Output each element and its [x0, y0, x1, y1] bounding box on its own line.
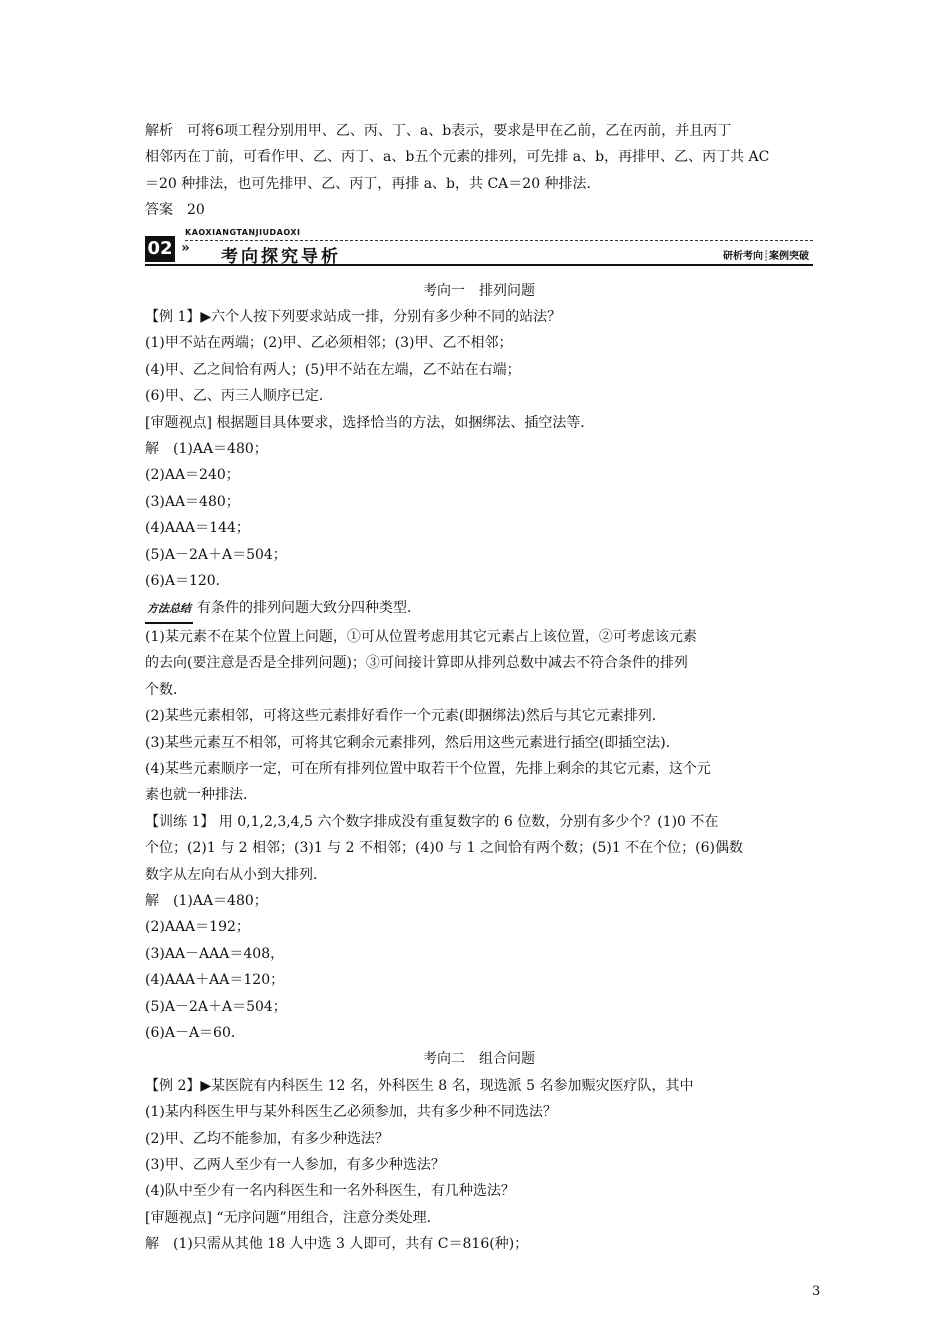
training-solution-line: (3)AA－AAA＝408， [145, 945, 285, 962]
training-solution-line: (2)AAA＝192； [145, 919, 250, 936]
summary-lead: 有条件的排列问题大致分四种类型． [197, 599, 421, 616]
method-summary-tag: 方法总结 [145, 596, 193, 624]
intro-line: 解析 可将6项工程分别用甲、乙、丙、丁、a、b表示，要求是甲在乙前，乙在丙前，并且丙丁 [145, 123, 732, 139]
summary-line: (3)某些元素互不相邻，可将其它剩余元素排列，然后用这些元素进行插空(即插空法)． [145, 734, 680, 751]
summary-lead-line [145, 595, 813, 624]
example-line: (3)甲、乙两人至少有一人参加，有多少种选法？ [145, 1157, 445, 1174]
training-solution-line: (4)AAA＋AA＝120； [145, 972, 285, 989]
example-line: (6)甲、乙、丙三人顺序已定． [145, 388, 333, 405]
section-permutation [145, 278, 813, 1047]
example-line: (4)甲、乙之间恰有两人；(5)甲不站在左端，乙不站在右端； [145, 361, 521, 378]
banner-number: 02 [145, 236, 175, 262]
viewpoint-line: [审题视点] “无序问题”用组合，注意分类处理． [145, 1209, 441, 1226]
example-line: (1)甲不站在两端；(2)甲、乙必须相邻；(3)甲、乙不相邻； [145, 335, 513, 352]
summary-line: (1)某元素不在某个位置上问题，①可从位置考虑用其它元素占上该位置，②可考虑该元素 [145, 628, 697, 645]
summary-line: 个数． [145, 681, 187, 698]
section-heading: 考向一 排列问题 [423, 282, 535, 299]
solution-line: 解 (1)只需从其他 18 人中选 3 人即可，共有 C＝816(种)； [145, 1236, 529, 1253]
page-number: 3 [812, 1284, 821, 1299]
example-line: 【例 2】▶某医院有内科医生 12 名，外科医生 8 名，现选派 5 名参加赈灾医疗队，其中 [145, 1077, 694, 1094]
banner-pinyin: KAOXIANGTANJIUDAOXI [185, 228, 307, 237]
training-line: 【训练 1】 用 0,1,2,3,4,5 六个数字排成没有重复数字的 6 位数，分别有多少个？(1)0 不在 [145, 813, 719, 830]
summary-line: (4)某些元素顺序一定，可在所有排列位置中取若干个位置，先排上剩余的其它元素，这个元 [145, 760, 711, 777]
solution-line: (2)AA＝240； [145, 467, 240, 484]
solution-line: (6)A＝120． [145, 573, 230, 590]
summary-line: (2)某些元素相邻，可将这些元素排好看作一个元素(即捆绑法)然后与其它元素排列． [145, 708, 666, 725]
example-line: 【例 1】▶六个人按下列要求站成一排，分别有多少种不同的站法？ [145, 309, 562, 326]
training-line: 数字从左向右从小到大排列． [145, 866, 327, 883]
example-line: (4)队中至少有一名内科医生和一名外科医生，有几种选法？ [145, 1183, 515, 1200]
training-solution-line: (5)A－2A＋A＝504； [145, 998, 287, 1015]
banner-subtitle: 研析考向┊案例突破 [722, 250, 809, 262]
intro-line: 相邻丙在丁前，可看作甲、乙、丙丁、a、b五个元素的排列，可先排 a、b，再排甲、乙、丙丁共 AC [145, 149, 770, 166]
section-combination [145, 1046, 813, 1257]
solution-line: (5)A－2A＋A＝504； [145, 546, 287, 563]
section-banner [145, 228, 813, 272]
example-line: (2)甲、乙均不能参加，有多少种选法？ [145, 1130, 389, 1147]
training-line: 个位；(2)1 与 2 相邻；(3)1 与 2 不相邻；(4)0 与 1 之间恰有两个数；(5)1 不在个位；(6)偶数 [145, 840, 744, 857]
banner-title: 考向探究导析 [221, 246, 341, 267]
example-line: (1)某内科医生甲与某外科医生乙必须参加，共有多少种不同选法？ [145, 1104, 557, 1121]
answer-line: 答案 20 [145, 202, 205, 219]
intro-line: ＝20 种排法，也可先排甲、乙、丙丁，再排 a、b，共 CA＝20 种排法． [145, 175, 601, 192]
banner-rule [145, 264, 813, 266]
solution-line: (3)AA＝480； [145, 493, 240, 510]
section-heading: 考向二 组合问题 [423, 1051, 535, 1068]
double-arrow-icon: » [181, 239, 190, 256]
viewpoint-line: [审题视点] 根据题目具体要求，选择恰当的方法，如捆绑法、插空法等． [145, 414, 595, 431]
training-solution-line: 解 (1)AA＝480； [145, 892, 268, 909]
summary-line: 的去向(要注意是否是全排列问题)；③可间接计算即从排列总数中减去不符合条件的排列 [145, 655, 688, 672]
solution-line: (4)AAA＝144； [145, 520, 250, 537]
banner-dashed-line [185, 240, 813, 241]
intro-block [145, 118, 813, 224]
training-solution-line: (6)A－A＝60． [145, 1025, 245, 1041]
document-body [145, 118, 813, 1258]
summary-line: 素也就一种排法． [145, 787, 257, 804]
solution-line: 解 (1)AA＝480； [145, 441, 268, 458]
